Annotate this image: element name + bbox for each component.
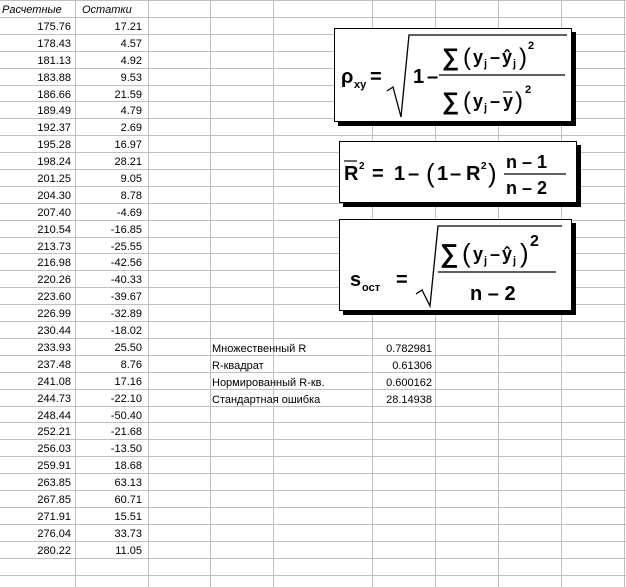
stat-label[interactable]: Множественный R (212, 343, 307, 355)
residual-cell[interactable]: 25.50 (114, 342, 142, 354)
svg-text:y: y (473, 47, 484, 67)
predicted-cell[interactable]: 259.91 (37, 460, 71, 472)
predicted-cell[interactable]: 213.73 (37, 241, 71, 253)
residual-cell[interactable]: 63.13 (114, 477, 142, 489)
predicted-cell[interactable]: 210.54 (37, 224, 71, 236)
residual-cell[interactable]: -40.33 (110, 274, 142, 286)
residual-cell[interactable]: 4.57 (120, 38, 142, 50)
predicted-cell[interactable]: 237.48 (37, 359, 71, 371)
residual-cell[interactable]: -18.02 (110, 325, 142, 337)
svg-text:n – 2: n – 2 (470, 283, 516, 305)
svg-text:ост: ост (362, 282, 381, 294)
svg-text:1: 1 (394, 163, 406, 185)
stat-label[interactable]: Нормированный R-кв. (212, 377, 325, 389)
svg-text:y: y (473, 91, 484, 111)
svg-text:ŷ: ŷ (502, 47, 513, 67)
predicted-cell[interactable]: 175.76 (37, 21, 71, 33)
svg-text:j: j (513, 255, 517, 267)
residual-cell[interactable]: 18.68 (114, 460, 142, 472)
svg-text:–: – (490, 244, 501, 264)
residual-cell[interactable]: -42.56 (110, 257, 142, 269)
svg-text:∑: ∑ (440, 238, 459, 268)
svg-text:–: – (490, 91, 501, 111)
svg-text:–: – (490, 47, 501, 67)
residual-cell[interactable]: 21.59 (114, 89, 142, 101)
svg-text:): ) (520, 238, 529, 268)
predicted-cell[interactable]: 216.98 (37, 257, 71, 269)
svg-text:j: j (484, 255, 488, 267)
predicted-cell[interactable]: 226.99 (37, 308, 71, 320)
residual-cell[interactable]: -50.40 (110, 410, 142, 422)
svg-text:y: y (503, 91, 514, 111)
predicted-cell[interactable]: 186.66 (37, 89, 71, 101)
svg-text:j: j (513, 58, 517, 70)
predicted-cell[interactable]: 195.28 (37, 139, 71, 151)
residual-cell[interactable]: 17.16 (114, 376, 142, 388)
residual-cell[interactable]: 15.51 (114, 511, 142, 523)
svg-text:(: ( (463, 44, 471, 71)
r-bar: R (344, 163, 359, 185)
stat-value[interactable]: 0.61306 (392, 360, 432, 372)
predicted-cell[interactable]: 198.24 (37, 156, 71, 168)
residual-cell[interactable]: -16.85 (110, 224, 142, 236)
predicted-cell[interactable]: 192.37 (37, 122, 71, 134)
svg-text:s: s (350, 269, 362, 291)
predicted-cell[interactable]: 248.44 (37, 410, 71, 422)
residual-cell[interactable]: 16.97 (114, 139, 142, 151)
residual-cell[interactable]: 2.69 (120, 122, 142, 134)
residual-cell[interactable]: 28.21 (114, 156, 142, 168)
one: 1 (413, 66, 425, 88)
predicted-cell[interactable]: 181.13 (37, 55, 71, 67)
correlation-formula[interactable] (334, 28, 572, 122)
residual-cell[interactable]: -21.68 (110, 426, 142, 438)
svg-text:=: = (396, 269, 408, 291)
predicted-cell[interactable]: 220.26 (37, 274, 71, 286)
residual-cell[interactable]: 8.76 (120, 359, 142, 371)
predicted-cell[interactable]: 189.49 (37, 105, 71, 117)
predicted-cell[interactable]: 183.88 (37, 72, 71, 84)
rho-subscript: xy (354, 79, 367, 91)
header-residuals[interactable]: Остатки (82, 4, 132, 16)
residual-cell[interactable]: 17.21 (114, 21, 142, 33)
numerator: n – 1 (506, 152, 548, 172)
residual-cell[interactable]: 9.53 (120, 72, 142, 84)
stat-value[interactable]: 0.782981 (386, 343, 432, 355)
svg-text:2: 2 (481, 161, 487, 172)
svg-text:–: – (408, 163, 420, 185)
svg-text:): ) (519, 44, 527, 71)
adjusted-r2-formula[interactable] (339, 141, 577, 203)
svg-text:∑: ∑ (442, 88, 460, 115)
residual-cell[interactable]: -13.50 (110, 443, 142, 455)
stat-label[interactable]: Стандартная ошибка (212, 394, 321, 406)
residual-cell[interactable]: 60.71 (114, 494, 142, 506)
predicted-cell[interactable]: 256.03 (37, 443, 71, 455)
residual-cell[interactable]: 4.92 (120, 55, 142, 67)
residual-cell[interactable]: -39.67 (110, 291, 142, 303)
predicted-cell[interactable]: 267.85 (37, 494, 71, 506)
svg-text:2: 2 (528, 40, 535, 52)
svg-text:j: j (484, 58, 488, 70)
svg-text:2: 2 (359, 161, 365, 172)
predicted-cell[interactable]: 204.30 (37, 190, 71, 202)
residual-cell[interactable]: -22.10 (110, 393, 142, 405)
predicted-cell[interactable]: 207.40 (37, 207, 71, 219)
residual-cell[interactable]: 33.73 (114, 528, 142, 540)
stat-label[interactable]: R-квадрат (212, 360, 264, 372)
residual-cell[interactable]: 8.78 (120, 190, 142, 202)
predicted-cell[interactable]: 223.60 (37, 291, 71, 303)
predicted-cell[interactable]: 201.25 (37, 173, 71, 185)
predicted-cell[interactable]: 271.91 (37, 511, 71, 523)
svg-text:): ) (515, 88, 523, 115)
predicted-cell[interactable]: 252.21 (37, 426, 71, 438)
predicted-cell[interactable]: 280.22 (37, 545, 71, 557)
predicted-cell[interactable]: 178.43 (37, 38, 71, 50)
svg-text:R: R (466, 163, 481, 185)
svg-text:(: ( (426, 158, 435, 188)
svg-text:): ) (488, 158, 497, 188)
rho-symbol: ρ (341, 66, 354, 88)
std-error-formula[interactable] (339, 219, 572, 311)
svg-text:(: ( (463, 88, 471, 115)
svg-text:1: 1 (437, 163, 449, 185)
predicted-cell[interactable]: 263.85 (37, 477, 71, 489)
residual-cell[interactable]: -4.69 (116, 207, 142, 219)
residual-cell[interactable]: 4.79 (120, 105, 142, 117)
predicted-cell[interactable]: 233.93 (37, 342, 71, 354)
header-predicted[interactable]: Расчетные (2, 4, 62, 16)
stat-value[interactable]: 0.600162 (386, 377, 432, 389)
residual-cell[interactable]: -32.89 (110, 308, 142, 320)
denominator: n – 2 (506, 178, 548, 198)
svg-text:ŷ: ŷ (502, 244, 513, 264)
residual-cell[interactable]: 9.05 (120, 173, 142, 185)
svg-text:–: – (450, 163, 462, 185)
minus-sign: – (427, 66, 439, 88)
svg-text:2: 2 (530, 233, 539, 250)
sum-icon: ∑ (442, 44, 460, 71)
predicted-cell[interactable]: 276.04 (37, 528, 71, 540)
predicted-cell[interactable]: 241.08 (37, 376, 71, 388)
stat-value[interactable]: 28.14938 (386, 394, 432, 406)
residual-cell[interactable]: 11.05 (115, 545, 142, 557)
equals-sign: = (370, 66, 382, 88)
svg-text:2: 2 (525, 84, 532, 96)
svg-text:(: ( (462, 238, 471, 268)
svg-text:y: y (473, 244, 484, 264)
svg-text:j: j (484, 102, 488, 114)
predicted-cell[interactable]: 244.73 (37, 393, 71, 405)
residual-cell[interactable]: -25.55 (110, 241, 142, 253)
svg-text:=: = (372, 163, 384, 185)
predicted-cell[interactable]: 230.44 (37, 325, 71, 337)
